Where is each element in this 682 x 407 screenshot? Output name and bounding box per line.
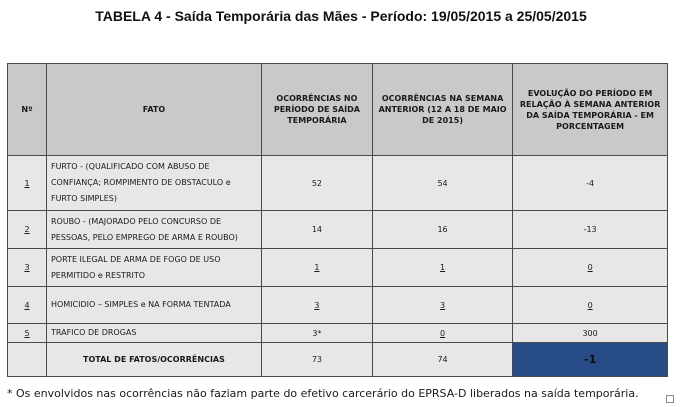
data-table (7, 63, 668, 377)
row-periodo: 3* (261, 324, 372, 343)
header-row (8, 64, 668, 156)
row-number: 5 (24, 328, 30, 338)
total-empty-cell (8, 343, 47, 377)
total-periodo: 73 (261, 343, 372, 377)
row-semana: 3 (440, 300, 446, 310)
row-periodo: 14 (261, 211, 372, 249)
row-fato: HOMICIDIO – SIMPLES e NA FORMA TENTADA (46, 287, 261, 324)
table-title: TABELA 4 - Saída Temporária das Mães - Período: 19/05/2015 a 25/05/2015 (95, 8, 587, 24)
row-number: 2 (24, 225, 30, 234)
row-number: 1 (24, 178, 30, 188)
total-evolucao: -1 (513, 343, 668, 377)
row-fato: ROUBO - (MAJORADO PELO CONCURSO DE PESSOAS, PELO EMPREGO DE ARMA E ROUBO) (46, 211, 261, 249)
row-periodo: 3 (314, 300, 320, 310)
row-number: 3 (24, 263, 30, 272)
resize-handle[interactable] (666, 395, 674, 403)
header-ocorrencias-periodo: OCORRÊNCIAS NO PERÍODO DE SAÍDA TEMPORÁRIA (261, 64, 372, 156)
row-periodo: 52 (261, 156, 372, 211)
total-row (8, 343, 668, 377)
header-evolucao: EVOLUÇÃO DO PERÍODO EM RELAÇÃO À SEMANA ANTERIOR DA SAÍDA TEMPORÁRIA - EM PORCENTAGEM (513, 64, 668, 156)
table-row (8, 324, 668, 343)
table-row (8, 249, 668, 287)
row-semana: 0 (440, 328, 446, 338)
total-label: TOTAL DE FATOS/OCORRÊNCIAS (46, 343, 261, 377)
row-evolucao: -4 (513, 156, 668, 211)
row-evolucao: 0 (587, 300, 593, 310)
row-number: 4 (24, 300, 30, 310)
row-evolucao: -13 (513, 211, 668, 249)
header-num: Nº (8, 64, 47, 156)
header-ocorrencias-semana: OCORRÊNCIAS NA SEMANA ANTERIOR (12 A 18 DE MAIO DE 2015) (372, 64, 512, 156)
total-semana: 74 (372, 343, 512, 377)
row-fato: PORTE ILEGAL DE ARMA DE FOGO DE USO PERMITIDO e RESTRITO (46, 249, 261, 287)
row-semana: 16 (372, 211, 512, 249)
row-evolucao: 0 (587, 263, 593, 272)
row-periodo: 1 (314, 263, 320, 272)
header-fato: FATO (46, 64, 261, 156)
row-fato: TRAFICO DE DROGAS (46, 324, 261, 343)
table-row (8, 287, 668, 324)
table-row (8, 211, 668, 249)
row-semana: 54 (372, 156, 512, 211)
table-row (8, 156, 668, 211)
row-semana: 1 (440, 263, 446, 272)
footnote: * Os envolvidos nas ocorrências não faziam parte do efetivo carcerário do EPRSA-D liberados na saída temporária. (7, 387, 639, 400)
row-fato: FURTO - (QUALIFICADO COM ABUSO DE CONFIANÇA; ROMPIMENTO DE OBSTACULO e FURTO SIMPLES) (46, 156, 261, 211)
row-evolucao: 300 (513, 324, 668, 343)
